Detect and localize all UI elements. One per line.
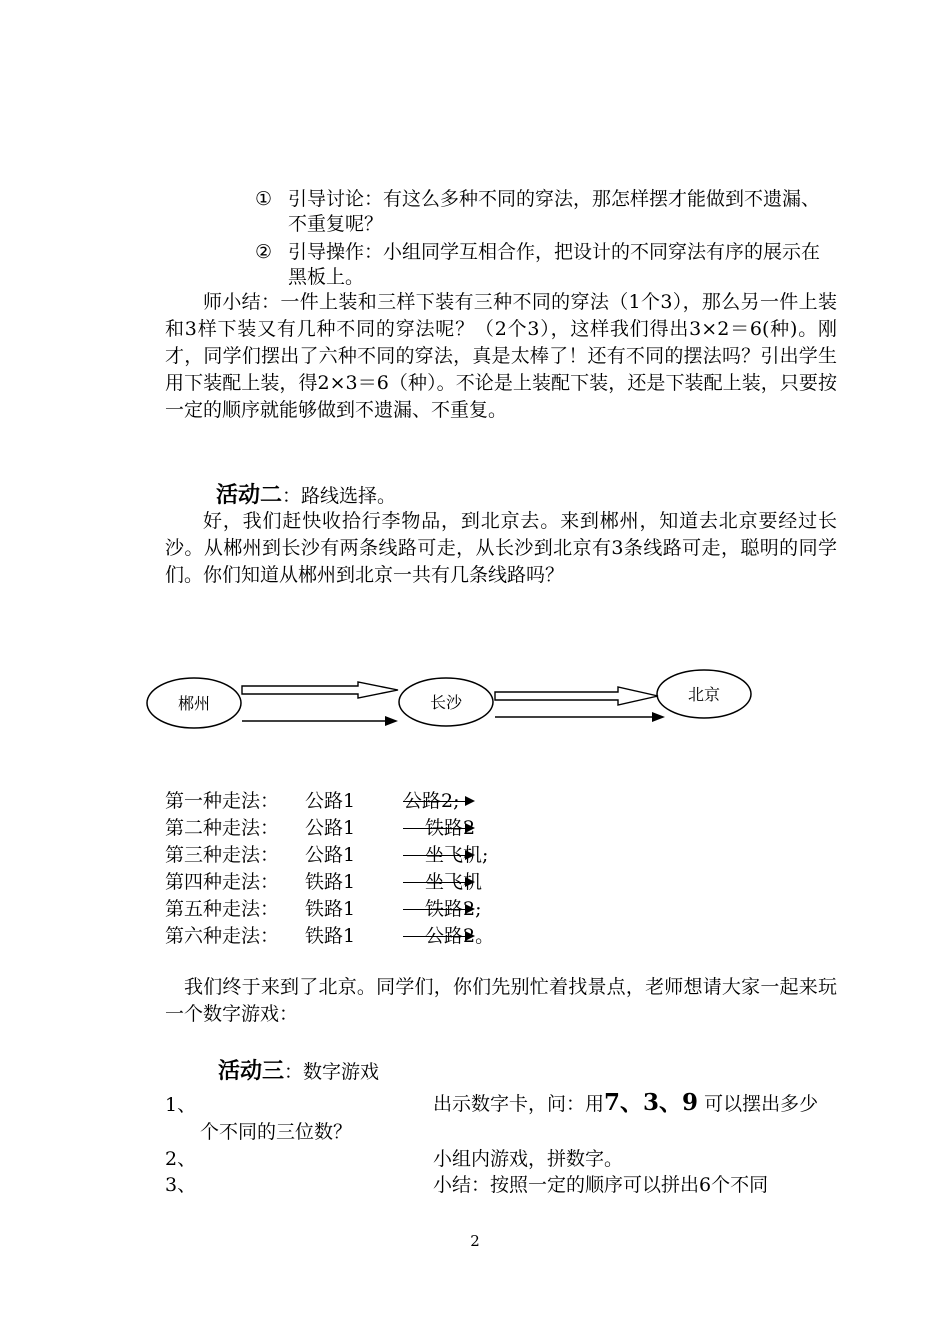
route-arrow	[403, 828, 473, 829]
page-number: 2	[470, 1232, 480, 1250]
step-2-number: 2、	[165, 1148, 197, 1170]
route-second-leg: 铁路2	[425, 817, 476, 839]
step-1-continuation: 个不同的三位数？	[200, 1121, 353, 1143]
activity2-paragraph: 好，我们赶快收拾行李物品，到北京去。来到郴州，知道去北京要经过长沙。从郴州到长沙有两条线路可走，从长沙到北京有3条线路可走，聪明的同学们。你们知道从郴州到北京一共有几条线路吗？	[165, 510, 837, 586]
step-1-text	[433, 1091, 818, 1116]
route-arrow	[403, 882, 473, 883]
item-text: 引导讨论：有这么多种不同的穿法，那怎样摆才能做到不遗漏、不重复呢？	[288, 188, 821, 235]
item-number: ②	[255, 241, 273, 263]
double-arrow-1	[242, 682, 398, 698]
beijing-paragraph: 我们终于来到了北京。同学们，你们先别忙着找景点，老师想请大家一起来玩一个数字游戏：	[165, 976, 837, 1025]
item-number: ①	[255, 188, 273, 210]
route-arrow	[403, 801, 473, 802]
route-arrow	[403, 855, 473, 856]
activity3-title: ：数字游戏	[284, 1061, 380, 1083]
route-arrow	[403, 909, 473, 910]
route-arrow	[403, 936, 473, 937]
node-changsha-label: 长沙	[429, 693, 463, 712]
activity2-heading-line	[216, 483, 396, 508]
route-diagram	[140, 660, 760, 760]
step-3-number: 3、	[165, 1174, 197, 1196]
step-1-text-b: 可以摆出多少	[704, 1093, 819, 1115]
route-first-leg: 铁路1	[305, 871, 356, 893]
step-3-text: 小结：按照一定的顺序可以拼出6个不同	[433, 1174, 769, 1196]
teacher-summary-paragraph: 师小结：一件上装和三样下装有三种不同的穿法（1个3），那么另一件上装和3样下装又有几种不同的穿法呢？（2个3），这样我们得出3×2＝6(种)。刚才，同学们摆出了六种不同的穿法，真是太棒了！还有不同的摆法吗？引出学生用下装配上装，得2×3＝6（种）。不论是上装配下装，还是下装配上装，只要按一定的顺序就能够做到不遗漏、不重复。	[165, 291, 837, 421]
activity2-heading: 活动二	[216, 482, 283, 508]
route-label: 第四种走法：	[165, 871, 280, 893]
route-label: 第五种走法：	[165, 898, 280, 920]
step-1-text-a: 出示数字卡，问：用	[433, 1093, 605, 1115]
route-second-leg: 铁路2;	[425, 898, 482, 920]
route-first-leg: 公路1	[305, 790, 356, 812]
activity3-heading: 活动三	[218, 1058, 285, 1084]
route-label: 第三种走法：	[165, 844, 280, 866]
single-arrow-1-head	[385, 716, 398, 726]
node-chenzhou-label: 郴州	[177, 694, 211, 713]
route-second-leg: 公路2。	[425, 925, 495, 947]
route-diagram-svg	[140, 660, 760, 760]
route-label: 第六种走法：	[165, 925, 280, 947]
route-label: 第一种走法：	[165, 790, 280, 812]
step-1-digits: 7、3、9	[604, 1089, 699, 1116]
activity3-heading-line	[218, 1059, 379, 1084]
guide-item-1	[255, 187, 837, 237]
node-beijing-label: 北京	[687, 685, 721, 704]
activity2-title: ：路线选择。	[282, 485, 397, 507]
step-1-number: 1、	[165, 1094, 197, 1116]
route-second-leg: 公路2;	[403, 790, 460, 812]
route-label: 第二种走法：	[165, 817, 280, 839]
route-second-leg: 坐飞机;	[425, 844, 489, 866]
route-first-leg: 公路1	[305, 817, 356, 839]
guide-item-2	[255, 240, 837, 290]
double-arrow-2	[495, 687, 658, 705]
route-first-leg: 铁路1	[305, 898, 356, 920]
route-first-leg: 公路1	[305, 844, 356, 866]
single-arrow-2-head	[652, 712, 665, 722]
route-second-leg: 坐飞机	[425, 871, 483, 893]
step-2-text: 小组内游戏，拼数字。	[433, 1148, 624, 1170]
item-text: 引导操作：小组同学互相合作，把设计的不同穿法有序的展示在黑板上。	[288, 241, 821, 288]
route-first-leg: 铁路1	[305, 925, 356, 947]
